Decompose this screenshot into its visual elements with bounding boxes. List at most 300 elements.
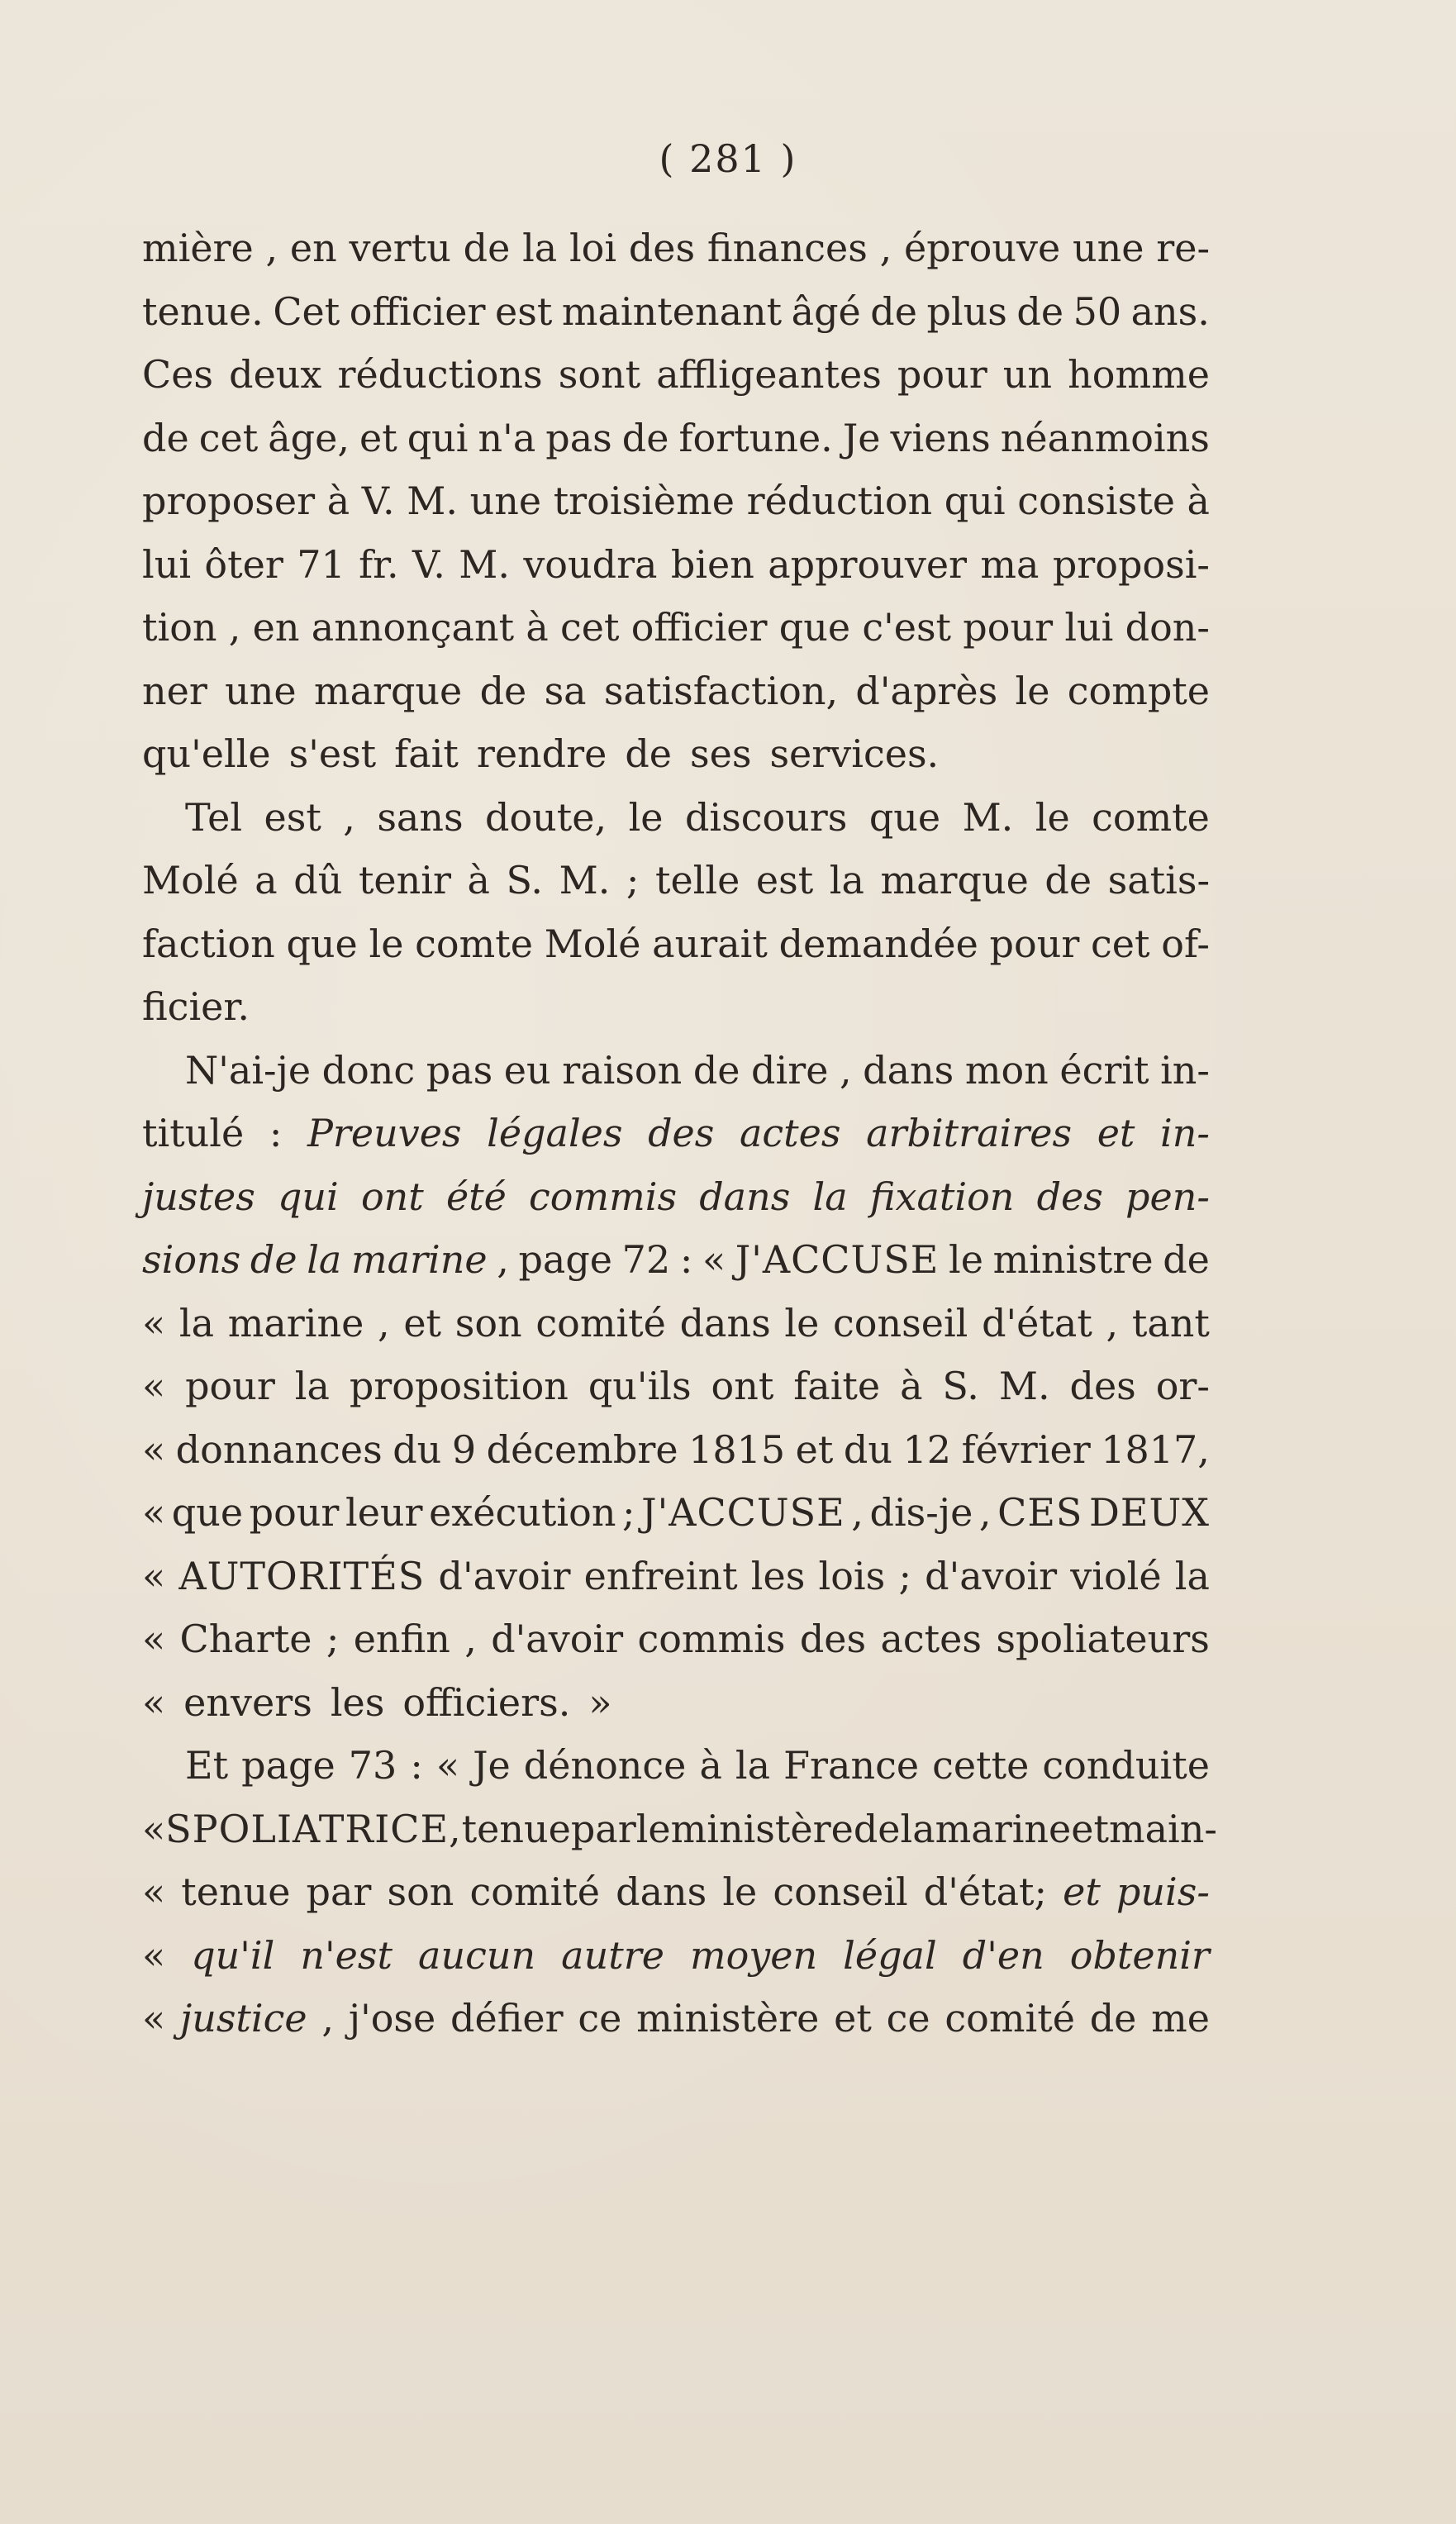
word: homme <box>1068 352 1210 397</box>
word: pour <box>185 1364 275 1408</box>
word: conduite <box>1042 1743 1210 1788</box>
text-line <box>142 1924 1210 1988</box>
word: Je <box>473 1743 511 1788</box>
word: la <box>735 1743 771 1788</box>
word: DEUX <box>1089 1490 1210 1535</box>
word: 72 <box>621 1237 671 1282</box>
word: envers <box>183 1679 312 1725</box>
word: « <box>142 1364 166 1408</box>
text-line <box>142 975 1210 1039</box>
word: proposi- <box>1052 541 1210 587</box>
word: , <box>851 1490 864 1535</box>
text-line <box>142 596 1210 660</box>
word: la <box>522 226 558 270</box>
word: » <box>588 1679 612 1725</box>
word: donc <box>321 1047 416 1093</box>
word: M. <box>559 858 611 902</box>
word: d'avoir <box>438 1553 571 1598</box>
word: bien <box>670 541 754 587</box>
word: fr. <box>359 541 399 587</box>
word: 1815 <box>688 1426 786 1472</box>
word: dans <box>679 1300 771 1345</box>
word: donnances <box>175 1426 383 1472</box>
text-line <box>142 912 1210 976</box>
text-line <box>142 280 1210 344</box>
word: justice <box>179 1996 307 2041</box>
word: France <box>783 1743 920 1788</box>
word: réduction <box>746 479 933 523</box>
word: et <box>834 1996 872 2041</box>
text-line <box>142 660 1210 723</box>
word: la <box>900 1806 935 1851</box>
word: tion <box>142 605 217 650</box>
word: d'état; <box>923 1869 1048 1914</box>
word: exécution <box>429 1490 616 1535</box>
word: et <box>1097 1111 1135 1155</box>
word: enfin <box>353 1617 450 1661</box>
word: est <box>264 794 321 840</box>
word: doute, <box>485 794 607 840</box>
word: tenue <box>461 1806 571 1851</box>
text-line <box>142 849 1210 912</box>
word: la <box>1174 1553 1210 1598</box>
word: la <box>178 1300 214 1345</box>
word: de <box>625 731 672 776</box>
word: que <box>868 794 941 840</box>
word: , <box>265 226 278 270</box>
word: « <box>142 1679 166 1725</box>
word: , <box>343 794 355 840</box>
word: ministre <box>992 1237 1154 1282</box>
word: c'est <box>862 605 952 650</box>
word: d'état <box>982 1300 1092 1345</box>
word: Preuves <box>307 1111 462 1155</box>
text-line <box>142 1734 1210 1798</box>
word: écrit <box>1059 1047 1149 1093</box>
word: faite <box>793 1364 881 1408</box>
word: Cet <box>273 288 340 334</box>
word: sont <box>558 352 641 397</box>
word: Je <box>842 415 881 460</box>
word: dis-je <box>869 1490 973 1535</box>
word: décembre <box>486 1426 678 1472</box>
word: « <box>142 1617 166 1661</box>
word: et <box>795 1426 834 1472</box>
word: AUTORITÉS <box>178 1553 426 1598</box>
word: une <box>225 668 297 713</box>
text-line <box>142 343 1210 407</box>
word: le <box>369 921 404 966</box>
word: lui <box>142 541 192 587</box>
word: la <box>307 1237 342 1282</box>
word: la <box>294 1364 330 1408</box>
word: ; <box>326 1617 340 1661</box>
word: à <box>526 605 549 650</box>
word: M. <box>962 794 1014 840</box>
word: , <box>839 1047 852 1093</box>
word: s'est <box>288 731 377 776</box>
word: comité <box>469 1869 601 1914</box>
word: « <box>142 1869 166 1914</box>
word: loi <box>569 226 617 270</box>
word: don- <box>1125 605 1210 650</box>
word: re- <box>1156 226 1210 270</box>
word: mon <box>964 1047 1049 1093</box>
word: : <box>269 1111 283 1155</box>
text-line <box>142 1987 1210 2050</box>
word: V. <box>361 479 395 523</box>
word: proposition <box>349 1364 569 1408</box>
word: pour <box>897 352 987 397</box>
word: voudra <box>523 541 658 587</box>
word: dans <box>699 1174 791 1219</box>
word: satis- <box>1107 858 1210 902</box>
word: ont <box>360 1174 424 1219</box>
word: pen- <box>1125 1174 1210 1219</box>
word: ont <box>711 1364 774 1408</box>
word: titulé <box>142 1111 245 1155</box>
word: comte <box>1092 794 1210 840</box>
word: des <box>648 1111 715 1155</box>
word: pour <box>249 1490 340 1535</box>
word: marque <box>313 668 463 713</box>
word: commis <box>637 1617 786 1661</box>
word: Molé <box>544 921 641 966</box>
word: 73 <box>348 1743 397 1788</box>
word: « <box>142 1490 166 1535</box>
word: de <box>692 1047 740 1093</box>
word: J'ACCUSE <box>735 1237 940 1282</box>
word: mière <box>142 226 254 270</box>
word: SPOLIATRICE, <box>165 1806 462 1851</box>
word: par <box>306 1869 372 1914</box>
word: le <box>949 1237 983 1282</box>
word: un <box>1002 352 1053 397</box>
text-line <box>142 1292 1210 1355</box>
word: annonçant <box>311 605 515 650</box>
word: officier <box>630 605 768 650</box>
text-line <box>142 1607 1210 1671</box>
word: rendre <box>476 731 607 776</box>
word: : <box>679 1237 693 1282</box>
word: deux <box>229 352 322 397</box>
word: spoliateurs <box>996 1617 1210 1661</box>
text-line <box>142 722 1210 786</box>
word: in- <box>1160 1047 1210 1093</box>
word: légal <box>843 1932 937 1978</box>
word: leur <box>345 1490 423 1535</box>
word: ses <box>690 731 752 776</box>
text-line <box>142 1039 1210 1102</box>
word: lui <box>1064 605 1114 650</box>
word: plus <box>926 288 1007 334</box>
text-line <box>142 1228 1210 1292</box>
word: moyen <box>689 1932 818 1978</box>
word: en <box>252 605 300 650</box>
word: 1817, <box>1101 1426 1210 1472</box>
word: « <box>142 1300 166 1345</box>
word: , <box>321 1996 335 2041</box>
word: à <box>1187 479 1210 523</box>
word: février <box>961 1426 1091 1472</box>
word: M. <box>459 541 510 587</box>
word: qui <box>407 415 469 460</box>
word: des <box>799 1617 867 1661</box>
word: le <box>635 1806 671 1851</box>
word: « <box>142 1996 166 2041</box>
word: of- <box>1161 921 1210 966</box>
word: été <box>445 1174 507 1219</box>
word: dénonce <box>523 1743 687 1788</box>
word: dans <box>863 1047 954 1093</box>
word: de <box>870 288 917 334</box>
word: que <box>778 605 851 650</box>
word: pour <box>989 921 1080 966</box>
text-line <box>142 469 1210 533</box>
word: que <box>286 921 358 966</box>
word: ; <box>626 858 640 902</box>
word: officier <box>349 288 486 334</box>
word: ce <box>886 1996 930 2041</box>
word: n'est <box>300 1932 393 1978</box>
text-line <box>142 1418 1210 1482</box>
word: consiste <box>1017 479 1175 523</box>
word: page <box>518 1237 613 1282</box>
word: marque <box>880 858 1029 902</box>
word: qui <box>944 479 1006 523</box>
word: telle <box>654 858 740 902</box>
word: vertu <box>349 226 451 270</box>
word: à <box>900 1364 923 1408</box>
text-line <box>142 1798 1217 1861</box>
word: son <box>387 1869 454 1914</box>
text-line <box>142 407 1210 470</box>
word: ; <box>622 1490 635 1535</box>
word: de <box>1016 288 1064 334</box>
word: services. <box>769 731 940 776</box>
word: d'en <box>962 1932 1044 1978</box>
word: de <box>853 1806 901 1851</box>
word: dire <box>751 1047 829 1093</box>
word: proposer <box>142 479 316 523</box>
word: demandée <box>778 921 978 966</box>
word: d'avoir <box>491 1617 624 1661</box>
word: d'après <box>855 668 998 713</box>
word: j'ose <box>348 1996 436 2041</box>
word: puis- <box>1116 1869 1210 1914</box>
word: « <box>142 1426 166 1472</box>
word: Et <box>185 1743 229 1788</box>
word: raison <box>562 1047 683 1093</box>
word: une <box>469 479 542 523</box>
word: le <box>1015 668 1050 713</box>
word: à <box>467 858 490 902</box>
word: 50 <box>1073 288 1122 334</box>
word: approuver <box>768 541 968 587</box>
word: du <box>843 1426 892 1472</box>
word: S. <box>506 858 544 902</box>
word: viens <box>890 415 991 460</box>
word: tant <box>1131 1300 1210 1345</box>
word: in- <box>1160 1111 1210 1155</box>
word: ficier. <box>142 984 250 1029</box>
word: comité <box>535 1300 666 1345</box>
word: enfreint <box>583 1553 738 1598</box>
word: des <box>628 226 696 270</box>
word: « <box>142 1806 166 1851</box>
word: les <box>330 1679 385 1725</box>
text-line <box>142 1102 1210 1165</box>
word: n'a <box>478 415 536 460</box>
word: marine <box>935 1806 1072 1851</box>
word: la <box>829 858 864 902</box>
word: d'avoir <box>925 1553 1058 1598</box>
word: réductions <box>337 352 543 397</box>
word: autre <box>561 1932 664 1978</box>
word: 71 <box>297 541 345 587</box>
word: la <box>812 1174 848 1219</box>
text-line <box>142 1355 1210 1418</box>
word: S. <box>942 1364 979 1408</box>
word: J'ACCUSE <box>641 1490 845 1535</box>
word: 9 <box>451 1426 477 1472</box>
word: son <box>454 1300 522 1345</box>
word: conseil <box>773 1869 908 1914</box>
word: sans <box>377 794 464 840</box>
word: qu'il <box>191 1932 275 1978</box>
word: cette <box>932 1743 1030 1788</box>
word: pas <box>426 1047 493 1093</box>
word: , <box>1106 1300 1119 1345</box>
word: Ces <box>142 352 214 397</box>
word: maintenant <box>561 288 783 334</box>
word: « <box>435 1743 460 1788</box>
word: et <box>403 1300 442 1345</box>
word: marine <box>227 1300 364 1345</box>
word: discours <box>684 794 848 840</box>
word: troisième <box>553 479 735 523</box>
word: finances <box>707 226 868 270</box>
word: fait <box>394 731 459 776</box>
word: page <box>241 1743 335 1788</box>
word: , <box>497 1237 509 1282</box>
word: aurait <box>652 921 768 966</box>
word: des <box>1069 1364 1136 1408</box>
word: officiers. <box>402 1679 571 1725</box>
word: et <box>1071 1806 1109 1851</box>
word: conseil <box>833 1300 968 1345</box>
text-line <box>142 1481 1210 1545</box>
word: main- <box>1108 1806 1217 1851</box>
word: comte <box>415 921 533 966</box>
word: V. <box>412 541 445 587</box>
word: pas <box>545 415 612 460</box>
word: le <box>1035 794 1070 840</box>
word: comité <box>944 1996 1075 2041</box>
word: arbitraires <box>866 1111 1073 1155</box>
word: « <box>142 1553 166 1598</box>
word: me <box>1151 1996 1210 2041</box>
word: affligeantes <box>656 352 882 397</box>
word: qu'elle <box>142 731 271 776</box>
word: en <box>289 226 337 270</box>
word: marine <box>350 1237 488 1282</box>
word: de <box>1044 858 1092 902</box>
word: ma <box>980 541 1040 587</box>
word: par <box>570 1806 636 1851</box>
word: est <box>495 288 553 334</box>
word: cet <box>1091 921 1150 966</box>
word: et <box>359 415 397 460</box>
word: le <box>722 1869 758 1914</box>
word: tenue <box>181 1869 291 1914</box>
word: éprouve <box>904 226 1061 270</box>
word: de <box>621 415 669 460</box>
word: , <box>228 605 241 650</box>
word: « <box>702 1237 726 1282</box>
word: justes <box>142 1174 255 1219</box>
text-line <box>142 1545 1210 1608</box>
word: des <box>1036 1174 1103 1219</box>
word: que <box>171 1490 244 1535</box>
word: âge, <box>268 415 350 460</box>
word: ; <box>898 1553 911 1598</box>
word: et <box>1063 1869 1101 1914</box>
word: fixation <box>869 1174 1015 1219</box>
word: ministère <box>636 1996 820 2041</box>
word: compte <box>1067 668 1210 713</box>
word: aucun <box>418 1932 536 1978</box>
word: une <box>1072 226 1144 270</box>
word: dû <box>293 858 343 902</box>
word: de <box>1089 1996 1137 2041</box>
text-line <box>142 1165 1210 1229</box>
text-line <box>142 1671 1210 1735</box>
word: néanmoins <box>1000 415 1210 460</box>
word: sa <box>544 668 587 713</box>
word: de <box>479 668 527 713</box>
word: qu'ils <box>588 1364 692 1408</box>
word: violé <box>1070 1553 1162 1598</box>
word: faction <box>142 921 275 966</box>
word: « <box>142 1932 166 1978</box>
word: sions <box>142 1237 241 1282</box>
word: de <box>142 415 189 460</box>
word: de <box>1163 1237 1210 1282</box>
word: de <box>250 1237 297 1282</box>
word: cet <box>198 415 259 460</box>
word: N'ai-je <box>185 1047 312 1093</box>
text-line <box>142 1860 1210 1924</box>
word: : <box>410 1743 423 1788</box>
word: , <box>978 1490 992 1535</box>
word: ôter <box>204 541 283 587</box>
word: commis <box>529 1174 678 1219</box>
word: ans. <box>1130 288 1210 334</box>
word: , <box>879 226 892 270</box>
word: à <box>699 1743 722 1788</box>
text-line <box>142 533 1210 597</box>
word: les <box>750 1553 806 1598</box>
word: actes <box>880 1617 982 1661</box>
word: de <box>463 226 511 270</box>
page-number: ( 281 ) <box>659 136 797 181</box>
word: CES <box>997 1490 1083 1535</box>
word: le <box>628 794 664 840</box>
word: , <box>464 1617 477 1661</box>
word: M. <box>998 1364 1050 1408</box>
body-text <box>142 217 1217 2050</box>
